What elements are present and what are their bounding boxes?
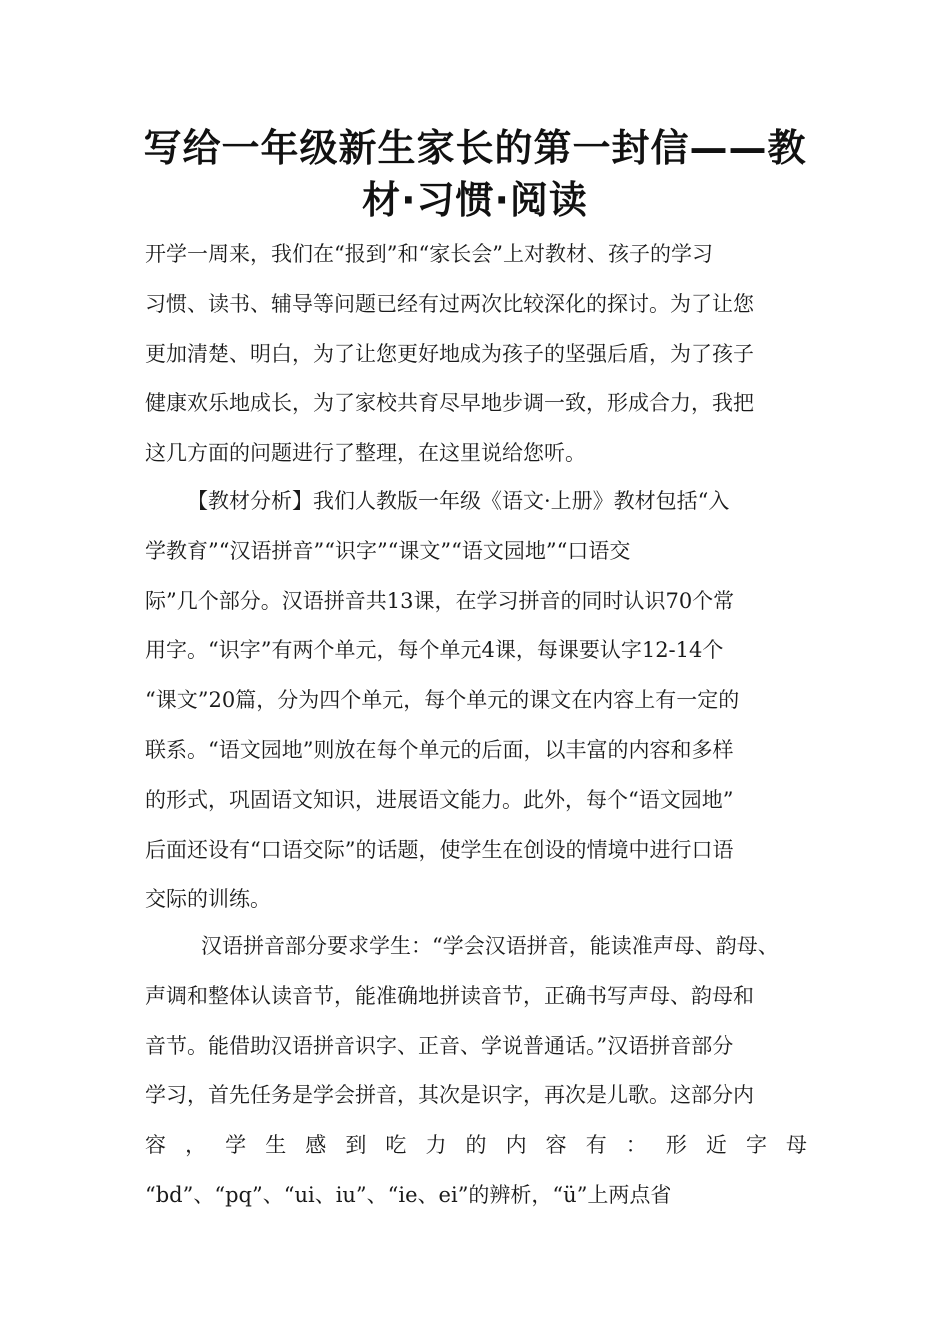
glyph: 的	[465, 1133, 487, 1158]
text-line: 际”几个部分。汉语拼音共13课，在学习拼音的同时认识70个常	[145, 588, 735, 613]
glyph: 内	[505, 1133, 527, 1158]
glyph: 容	[145, 1133, 166, 1158]
document-title	[120, 122, 830, 226]
glyph: 感	[305, 1133, 327, 1158]
text-line: 健康欢乐地成长，为了家校共育尽早地步调一致，形成合力，我把	[145, 391, 754, 416]
text-line: 交际的训练。	[145, 887, 271, 912]
text-line: 【教材分析】我们人教版一年级《语文·上册》教材包括“入	[187, 489, 730, 513]
text-line: 联系。“语文园地”则放在每个单元的后面，以丰富的内容和多样	[145, 737, 734, 762]
glyph: 形	[665, 1133, 687, 1158]
paragraph-textbook-analysis	[145, 477, 807, 925]
text-line: 的形式，巩固语文知识，进展语文能力。此外，每个“语文园地”	[145, 787, 734, 812]
glyph: 近	[705, 1133, 727, 1158]
text-line: 声调和整体认读音节，能准确地拼读音节，正确书写声母、韵母和	[145, 983, 754, 1008]
text-line: 这几方面的问题进行了整理，在这里说给您听。	[145, 441, 586, 466]
paragraph-intro	[145, 230, 807, 479]
glyph: ：	[625, 1133, 647, 1158]
text-line: 学习，首先任务是学会拼音，其次是识字，再次是儿歌。这部分内	[145, 1083, 754, 1108]
text-line: “bd”、“pq”、“ui、iu”、“ie、ei”的辨析，“ü”上两点省	[145, 1182, 672, 1207]
text-line: 后面还设有“口语交际”的话题，使学生在创设的情境中进行口语	[145, 837, 734, 862]
paragraph-pinyin	[145, 922, 807, 1221]
glyph: 生	[265, 1133, 287, 1158]
glyph: 有	[585, 1133, 607, 1158]
title-line-2: 材·习惯·阅读	[362, 178, 588, 222]
text-line: 用字。“识字”有两个单元，每个单元4课，每课要认字12-14个	[145, 638, 724, 663]
text-line-justified	[145, 1121, 807, 1171]
glyph: 到	[345, 1133, 367, 1158]
text-line: “课文”20篇，分为四个单元，每个单元的课文在内容上有一定的	[145, 688, 740, 713]
glyph: 学	[225, 1133, 247, 1158]
glyph: 力	[425, 1133, 447, 1158]
text-line: 学教育”“汉语拼音”“识字”“课文”“语文园地”“口语交	[145, 538, 631, 563]
glyph: 母	[786, 1133, 807, 1158]
text-line: 汉语拼音部分要求学生：“学会汉语拼音，能读准声母、韵母、	[201, 934, 779, 958]
title-line-1: 写给一年级新生家长的第一封信——教	[143, 126, 807, 170]
text-line: 更加清楚、明白，为了让您更好地成为孩子的坚强后盾，为了孩子	[145, 341, 754, 366]
text-line: 音节。能借助汉语拼音识字、正音、学说普通话。”汉语拼音部分	[145, 1033, 734, 1058]
glyph: 字	[745, 1133, 767, 1158]
text-line: 习惯、读书、辅导等问题已经有过两次比较深化的探讨。为了让您	[145, 291, 754, 316]
text-line: 开学一周来，我们在“报到”和“家长会”上对教材、孩子的学习	[145, 242, 713, 266]
glyph: ，	[185, 1133, 207, 1158]
glyph: 容	[545, 1133, 567, 1158]
glyph: 吃	[385, 1133, 407, 1158]
